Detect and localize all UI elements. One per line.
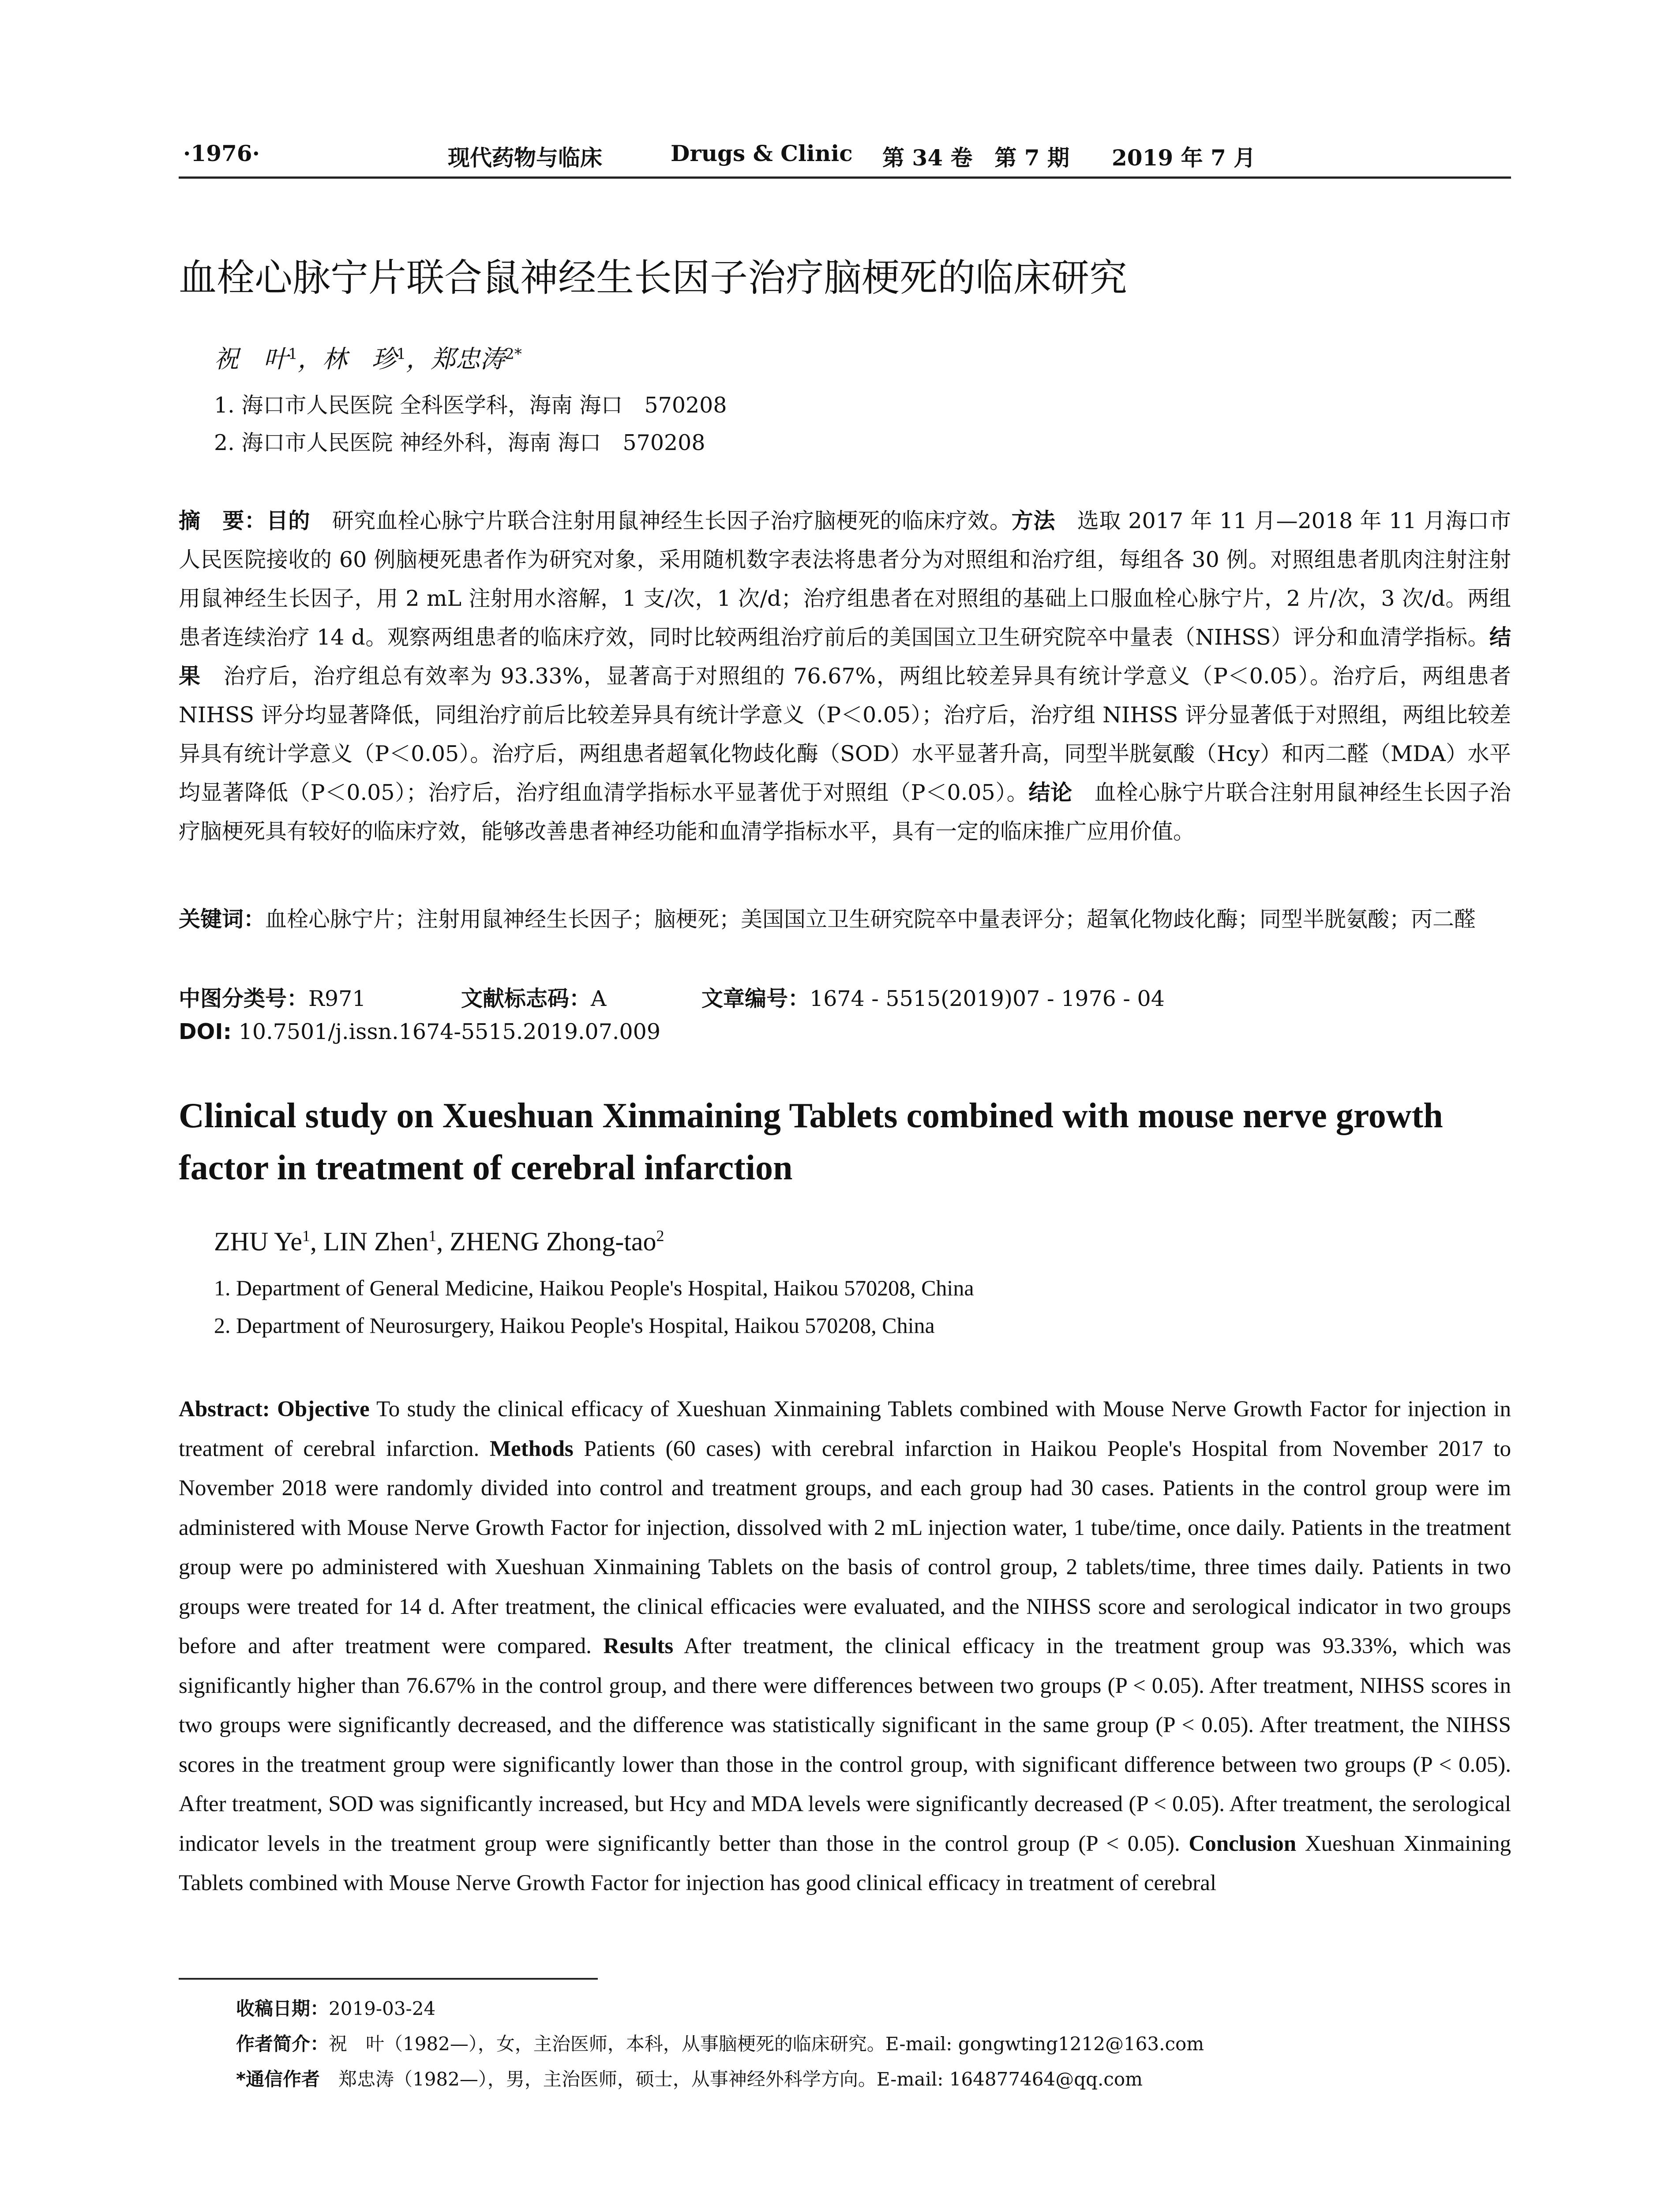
en-affiliation-2: 2. Department of Neurosurgery, Haikou People's Hospital, Haikou 570208, China [214, 1313, 935, 1338]
doi: DOI: 10.7501/j.issn.1674-5515.2019.07.009 [179, 1019, 660, 1044]
footnote-rule [179, 1978, 598, 1980]
cn-classification: 中图分类号：R971 [179, 986, 366, 1011]
header-rule [179, 176, 1511, 179]
en-title: Clinical study on Xueshuan Xinmaining Tablets combined with mouse nerve growth factor in treatment of cerebral infarction [179, 1096, 1443, 1187]
cn-keywords: 关键词：血栓心脉宁片；注射用鼠神经生长因子；脑梗死；美国国立卫生研究院卒中量表评分；超氧化物歧化酶；同型半胱氨酸；丙二醛 [179, 907, 1476, 932]
footnote-author: 作者简介：祝 叶（1982—），女，主治医师，本科，从事脑梗死的临床研究。E-mail: gongwting1212@163.com [236, 2033, 1204, 2055]
running-header [179, 140, 1511, 180]
journal-name-en: Drugs & Clinic [671, 140, 853, 166]
cn-abstract: 摘 要：目的 研究血栓心脉宁片联合注射用鼠神经生长因子治疗脑梗死的临床疗效。方法 选取 2017 年 11 月—2018 年 11 月海口市人民医院接收的 60 例脑梗死患者作为研究对象，采用随机数字表法将患者分为对照组和治疗组，每组各 30 例。对照组患者肌肉注射注射用鼠神经生长因子，用 2 mL 注射用水溶解，1 支/次，1 次/d；治疗组患者在对照组的基础上口服血栓心脉宁片，2 片/次，3 次/d。两组患者连续治疗 14 d。观察两组患者的临床疗效，同时比较两组治疗前后的美国国立卫生研究院卒中量表（NIHSS）评分和血清学指标。结果 治疗后，治疗组总有效率为 93.33%，显著高于对照组的 76.67%，两组比较差异具有统计学意义（P＜0.05）。治疗后，两组患者 NIHSS 评分均显著降低，同组治疗前后比较差异具有统计学意义（P＜0.05）；治疗后，治疗组 NIHSS 评分显著低于对照组，两组比较差异具有统计学意义（P＜0.05）。治疗后，两组患者超氧化物歧化酶（SOD）水平显著升高，同型半胱氨酸（Hcy）和丙二醛（MDA）水平均显著降低（P＜0.05）；治疗后，治疗组血清学指标水平显著优于对照组（P＜0.05）。结论 血栓心脉宁片联合注射用鼠神经生长因子治疗脑梗死具有较好的临床疗效，能够改善患者神经功能和血清学指标水平，具有一定的临床推广应用价值。 [179, 508, 1511, 844]
cn-doc-code: 文献标志码：A [461, 986, 607, 1011]
cn-article-number: 文章编号：1674 - 5515(2019)07 - 1976 - 04 [701, 986, 1165, 1011]
cn-affiliation-1: 1. 海口市人民医院 全科医学科，海南 海口 570208 [214, 393, 727, 418]
journal-name-cn: 现代药物与临床 [448, 145, 602, 171]
en-affiliation-1: 1. Department of General Medicine, Haikou People's Hospital, Haikou 570208, China [214, 1276, 974, 1300]
footnote-received: 收稿日期：2019-03-24 [236, 1998, 436, 2019]
volume-issue: 第 34 卷 第 7 期 [882, 145, 1069, 171]
en-abstract: Abstract: Objective To study the clinical efficacy of Xueshuan Xinmaining Tablets combined with Mouse Nerve Growth Factor for injection in treatment of cerebral infarction. Methods Patients (60 cases) with cerebral infarction in Haikou People's Hospital from November 2017 to November 2018 were randomly divided into control and treatment groups, and each group had 30 cases. Patients in the control group were im administered with Mouse Nerve Growth Factor for injection, dissolved with 2 mL injection water, 1 tube/time, once daily. Patients in the treatment group were po administered with Xueshuan Xinmaining Tablets on the basis of control group, 2 tablets/time, three times daily. Patients in two groups were treated for 14 d. After treatment, the clinical efficacies were evaluated, and the NIHSS score and serological indicator in two groups before and after treatment were compared. Results After treatment, the clinical efficacy in the treatment group was 93.33%, which was significantly higher than 76.67% in the control group, and there were differences between two groups (P < 0.05). After treatment, NIHSS scores in two groups were significantly decreased, and the difference was statistically significant in the same group (P < 0.05). After treatment, the NIHSS scores in the treatment group were significantly lower than those in the control group, with significant difference between two groups (P < 0.05). After treatment, SOD was significantly increased, but Hcy and MDA levels were significantly decreased (P < 0.05). After treatment, the serological indicator levels in the treatment group were significantly better than those in the control group (P < 0.05). Conclusion Xueshuan Xinmaining Tablets combined with Mouse Nerve Growth Factor for injection has good clinical efficacy in treatment of cerebral [179, 1397, 1511, 1895]
en-authors: ZHU Ye$^1$, LIN Zhen$^1$, ZHENG Zhong-tao$^2$ [214, 1227, 664, 1256]
cn-authors: 祝 叶$^1$，林 珍$^1$，郑忠涛$^{2*}$ [214, 345, 522, 374]
cn-title: 血栓心脉宁片联合鼠神经生长因子治疗脑梗死的临床研究 [179, 256, 1127, 300]
issue-date: 2019 年 7 月 [1112, 145, 1256, 171]
page-number: ·1976· [183, 140, 260, 166]
cn-affiliation-2: 2. 海口市人民医院 神经外科，海南 海口 570208 [214, 430, 705, 455]
footnote-corresponding: *通信作者 郑忠涛（1982—），男，主治医师，硕士，从事神经外科学方向。E-mail: 164877464@qq.com [236, 2068, 1143, 2090]
